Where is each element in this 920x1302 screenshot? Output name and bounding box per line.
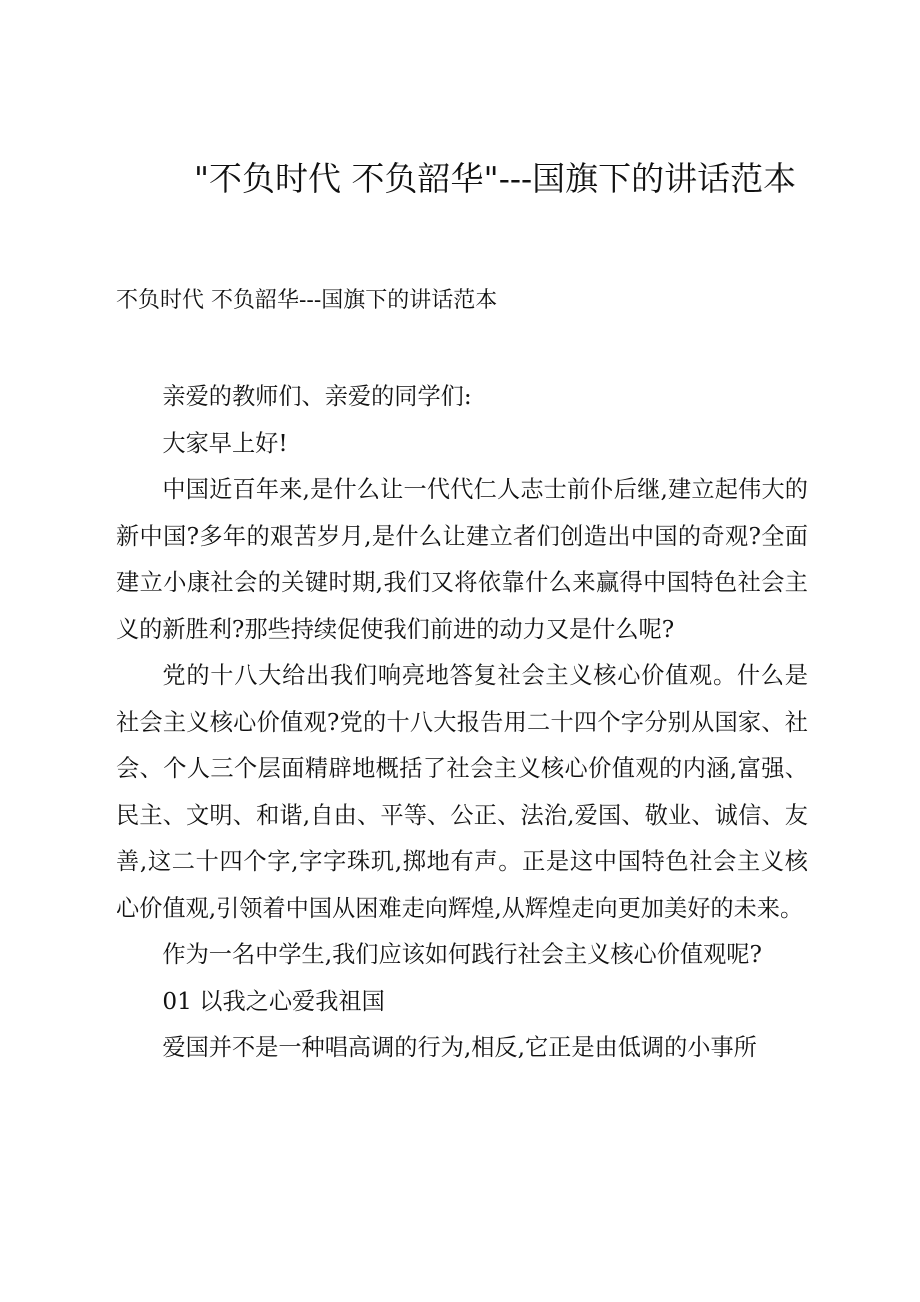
section-heading-01: 01 以我之心爱我祖国 [162,987,385,1015]
paragraph-history: 中国近百年来,是什么让一代代仁人志士前仆后继,建立起伟大的新中国?多年的艰苦岁月,是什么让建立者们创造出中国的奇观?全面建立小康社会的关键时期,我们又将依靠什么来赢得中国特色社会主义的新胜利?那些持续促使我们前进的动力又是什么呢? [116,476,808,643]
paragraph-patriotism: 爱国并不是一种唱高调的行为,相反,它正是由低调的小事所 [162,1034,757,1061]
paragraph-question: 作为一名中学生,我们应该如何践行社会主义核心价值观呢? [162,941,762,968]
paragraph-greeting: 亲爱的教师们、亲爱的同学们: [162,383,472,410]
paragraph-core-values: 党的十八大给出我们响亮地答复社会主义核心价值观。什么是社会主义核心价值观?党的十八大报告用二十四个字分别从国家、社会、个人三个层面精辟地概括了社会主义核心价值观的内涵,富强、民主、文明、和谐,自由、平等、公正、法治,爱国、敬业、诚信、友善,这二十四个字,字字珠玑,掷地有声。正是这中国特色社会主义核心价值观,引领着中国从困难走向辉煌,从辉煌走向更加美好的未来。 [116,662,808,922]
document-body [116,374,808,1072]
document-subtitle: 不负时代 不负韶华---国旗下的讲话范本 [116,288,498,313]
document-title: "不负时代 不负韶华"---国旗下的讲话范本 [193,159,797,198]
paragraph-morning: 大家早上好! [162,429,288,457]
